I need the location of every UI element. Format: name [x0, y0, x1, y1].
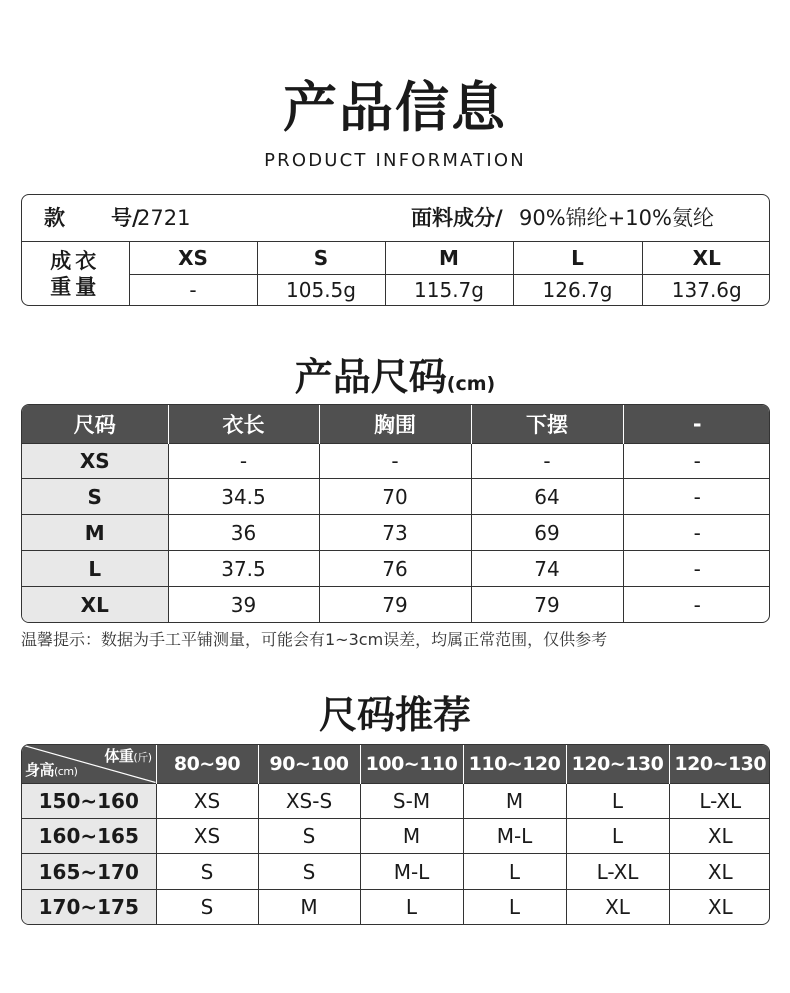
size-row-cell: 37.5 [168, 551, 319, 587]
size-row-label: S [22, 479, 168, 515]
weight-size: L [513, 242, 642, 274]
recommend-row-cell: M-L [463, 818, 566, 853]
recommend-row-cell: M [463, 783, 566, 818]
recommend-row-cell: L-XL [566, 854, 669, 889]
size-header: 尺码 [22, 405, 168, 443]
size-row-cell: 64 [471, 479, 623, 515]
recommend-row-cell: M [360, 818, 463, 853]
weight-size: XL [642, 242, 770, 274]
recommend-row-cell: XL [669, 818, 770, 853]
recommend-row-cell: L [566, 818, 669, 853]
recommend-row-cell: L [566, 783, 669, 818]
style-label-a: 款 [44, 206, 65, 230]
size-row-cell: - [623, 479, 770, 515]
style-number: 2721 [137, 206, 191, 230]
weight-value: 126.7g [513, 274, 642, 306]
size-table-box [21, 404, 770, 623]
size-row-cell: 79 [471, 587, 623, 622]
size-header: 衣长 [168, 405, 319, 443]
style-label [44, 205, 140, 231]
recommend-row-label: 170~175 [22, 889, 156, 924]
recommend-row-cell: S-M [360, 783, 463, 818]
info-row [22, 195, 769, 242]
product-info-box [21, 194, 770, 306]
size-row-cell: 73 [319, 515, 471, 551]
weight-value: 137.6g [642, 274, 770, 306]
size-table [22, 405, 770, 622]
recommend-row [22, 818, 770, 853]
size-row-cell: 36 [168, 515, 319, 551]
recommend-row-cell: L-XL [669, 783, 770, 818]
recommend-row-cell: XS [156, 818, 258, 853]
size-row-cell: - [623, 443, 770, 479]
size-row [22, 551, 770, 587]
recommend-row-label: 150~160 [22, 783, 156, 818]
recommend-section-title: 尺码推荐 [318, 693, 471, 737]
size-row-label: XL [22, 587, 168, 622]
corner-height-label: 身高(cm) [25, 760, 78, 779]
size-row-label: XS [22, 443, 168, 479]
size-row-cell: 79 [319, 587, 471, 622]
size-row [22, 443, 770, 479]
weight-range-header: 90~100 [258, 745, 360, 783]
measurement-note: 温馨提示：数据为手工平铺测量，可能会有1~3cm误差，均属正常范围，仅供参考 [21, 630, 608, 649]
recommend-row [22, 889, 770, 924]
recommend-row [22, 854, 770, 889]
corner-weight-label: 体重(斤) [104, 747, 152, 765]
size-row [22, 479, 770, 515]
size-unit: (cm) [446, 373, 496, 395]
weight-size: S [257, 242, 385, 274]
recommend-row-cell: XL [669, 889, 770, 924]
size-header: - [623, 405, 770, 443]
size-row [22, 515, 770, 551]
weight-range-header: 110~120 [463, 745, 566, 783]
size-row-label: M [22, 515, 168, 551]
weight-range-header: 120~130 [669, 745, 770, 783]
recommend-row-cell: XL [669, 854, 770, 889]
fabric-label: 面料成分/ [411, 206, 503, 230]
recommend-row-cell: L [463, 854, 566, 889]
page-title: 产品信息 [283, 76, 507, 139]
recommend-row-cell: S [258, 818, 360, 853]
size-row-cell: 70 [319, 479, 471, 515]
weight-table [22, 242, 770, 306]
size-row-cell: - [623, 587, 770, 622]
recommend-table [22, 745, 770, 924]
recommend-row-cell: S [156, 854, 258, 889]
size-row-cell: - [319, 443, 471, 479]
size-header: 下摆 [471, 405, 623, 443]
size-row-cell: 39 [168, 587, 319, 622]
weight-value: 115.7g [385, 274, 513, 306]
size-row-cell: 74 [471, 551, 623, 587]
page-subtitle: PRODUCT INFORMATION [264, 150, 526, 171]
recommend-row-cell: L [360, 889, 463, 924]
size-row-cell: 69 [471, 515, 623, 551]
weight-size: M [385, 242, 513, 274]
weight-label: 成衣 重量 [22, 242, 129, 306]
weight-value: - [129, 274, 257, 306]
recommend-row-cell: M-L [360, 854, 463, 889]
recommend-table-box [21, 744, 770, 925]
recommend-row-cell: S [156, 889, 258, 924]
recommend-row-label: 160~165 [22, 818, 156, 853]
recommend-row-cell: XS [156, 783, 258, 818]
recommend-row-cell: XL [566, 889, 669, 924]
weight-value: 105.5g [257, 274, 385, 306]
size-row-cell: - [623, 551, 770, 587]
weight-range-header: 80~90 [156, 745, 258, 783]
weight-size: XS [129, 242, 257, 274]
size-row [22, 587, 770, 622]
recommend-row-cell: XS-S [258, 783, 360, 818]
size-row-cell: - [623, 515, 770, 551]
recommend-row-label: 165~170 [22, 854, 156, 889]
recommend-row [22, 783, 770, 818]
size-header: 胸围 [319, 405, 471, 443]
weight-range-header: 100~110 [360, 745, 463, 783]
recommend-row-cell: L [463, 889, 566, 924]
weight-range-header: 120~130 [566, 745, 669, 783]
size-row-cell: 76 [319, 551, 471, 587]
corner-header [22, 745, 156, 783]
size-row-cell: 34.5 [168, 479, 319, 515]
size-row-label: L [22, 551, 168, 587]
style-label-b: 号/ [111, 206, 140, 230]
fabric-composition: 90%锦纶+10%氨纶 [519, 206, 714, 230]
recommend-row-cell: M [258, 889, 360, 924]
size-row-cell: - [168, 443, 319, 479]
size-row-cell: - [471, 443, 623, 479]
size-section-title: 产品尺码(cm) [294, 355, 496, 399]
recommend-row-cell: S [258, 854, 360, 889]
